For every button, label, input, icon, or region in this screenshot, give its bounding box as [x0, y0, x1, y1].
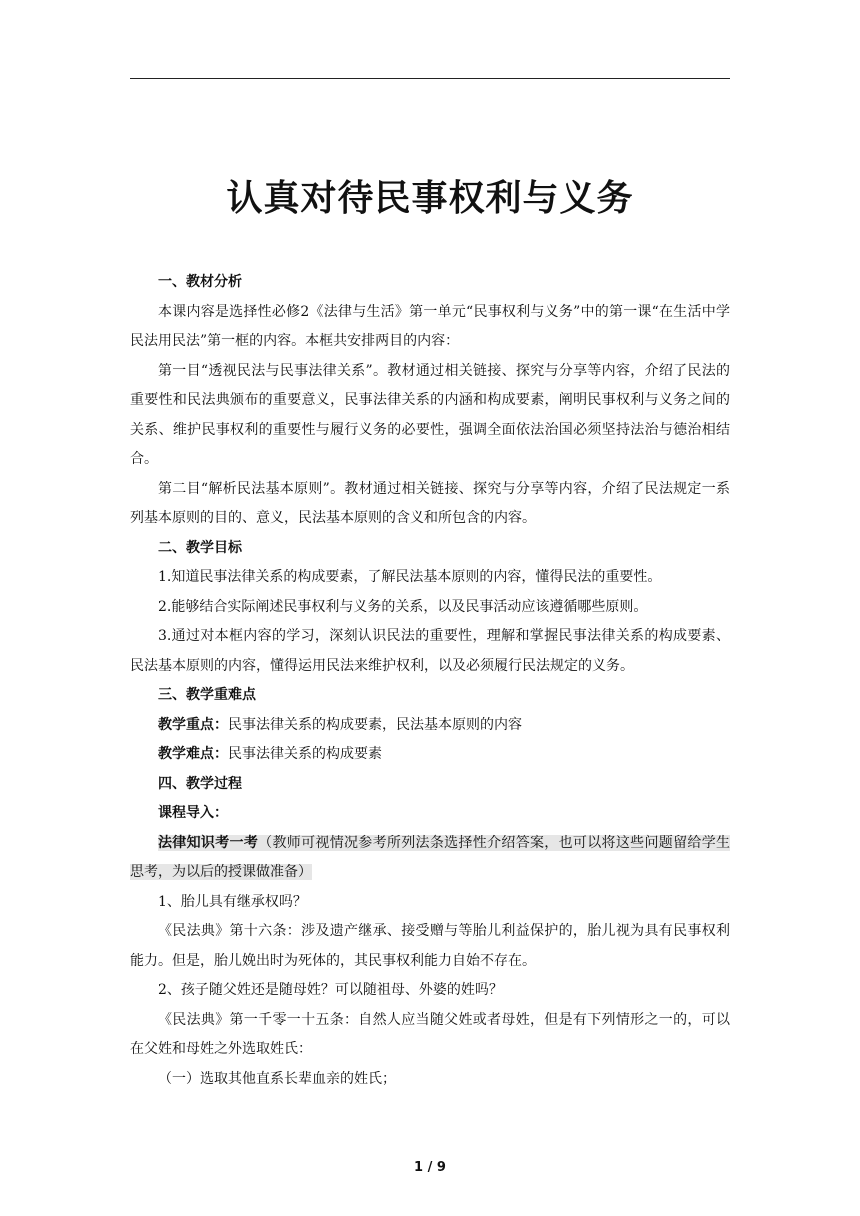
quiz-label: 法律知识考一考: [158, 834, 259, 851]
difficult-point-text: 民事法律关系的构成要素: [228, 746, 382, 762]
paragraph: 本课内容是选择性必修2《法律与生活》第一单元“民事权利与义务”中的第一课“在生活中学民法用民法”第一框的内容。本框共安排两目的内容：: [130, 303, 730, 349]
section-heading-3: 三、教学重难点: [158, 687, 256, 703]
page-number: 1 / 9: [414, 1160, 446, 1175]
document-body: [130, 268, 730, 1094]
objective-2: 2.能够结合实际阐述民事权利与义务的关系，以及民事活动应该遵循哪些原则。: [158, 598, 648, 615]
header-rule: [130, 78, 730, 79]
course-intro-label: 课程导入：: [158, 805, 228, 821]
section-heading-4: 四、教学过程: [158, 775, 242, 792]
law-quote-1: 《民法典》第十六条：涉及遗产继承、接受赠与等胎儿利益保护的，胎儿视为具有民事权利能力。但是，胎儿娩出时为死体的，其民事权利能力自始不存在。: [130, 923, 730, 969]
paragraph: 第二目“解析民法基本原则”。教材通过相关链接、探究与分享等内容，介绍了民法规定一系列基本原则的目的、意义，民法基本原则的含义和所包含的内容。: [130, 480, 730, 526]
section-heading-1: 一、教材分析: [158, 274, 242, 290]
document-title: 认真对待民事权利与义务: [226, 178, 634, 219]
question-1: 1、胎儿具有继承权吗？: [158, 893, 307, 910]
paragraph: 第一目“透视民法与民事法律关系”。教材通过相关链接、探究与分享等内容，介绍了民法的重要性和民法典颁布的重要意义，民事法律关系的内涵和构成要素，阐明民事权利与义务之间的关系、维护民事权利的重要性与履行义务的必要性，强调全面依法治国必须坚持法治与德治相结合。: [130, 362, 730, 467]
key-point-label: 教学重点：: [158, 716, 228, 733]
question-2: 2、孩子随父姓还是随母姓？可以随祖母、外婆的姓吗？: [158, 982, 503, 998]
section-heading-2: 二、教学目标: [158, 539, 242, 556]
key-point: [130, 711, 730, 741]
difficult-point-label: 教学难点：: [158, 746, 228, 762]
law-item-1: （一）选取其他直系长辈血亲的姓氏；: [158, 1070, 396, 1087]
law-quote-2: 《民法典》第一千零一十五条：自然人应当随父姓或者母姓，但是有下列情形之一的，可以在父姓和母姓之外选取姓氏：: [130, 1011, 730, 1057]
difficult-point: [130, 740, 730, 770]
key-point-text: 民事法律关系的构成要素，民法基本原则的内容: [228, 716, 522, 733]
objective-1: 1.知道民事法律关系的构成要素，了解民法基本原则的内容，懂得民法的重要性。: [158, 569, 662, 585]
objective-3: 3.通过对本框内容的学习，深刻认识民法的重要性，理解和掌握民事法律关系的构成要素、民法基本原则的内容，懂得运用民法来维护权利，以及必须履行民法规定的义务。: [130, 628, 730, 674]
quiz-note: （教师可视情况参考所列法条选择性介绍答案，也可以将这些问题留给学生思考，为以后的授课做准备）: [130, 834, 731, 880]
quiz-paragraph: [130, 829, 730, 888]
